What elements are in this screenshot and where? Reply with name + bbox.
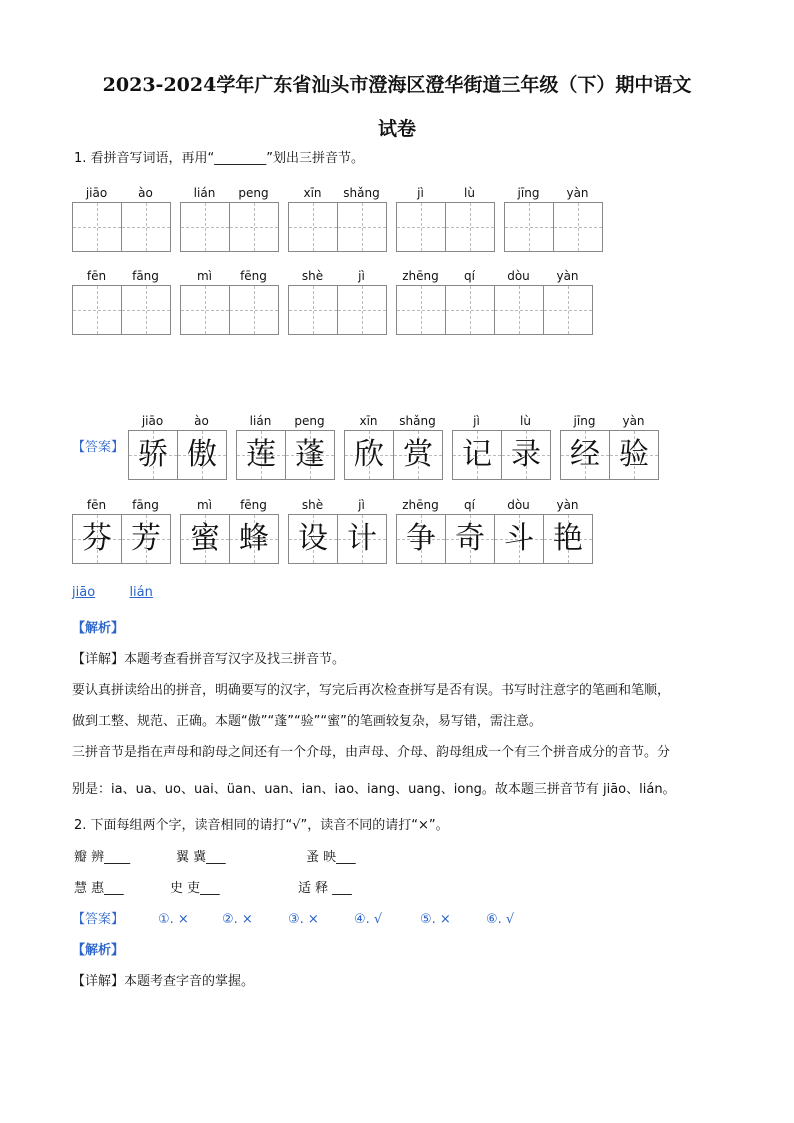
- pinyin-label: mì: [196, 498, 213, 512]
- writing-cell[interactable]: [230, 285, 279, 335]
- answer-char: 设: [298, 521, 328, 556]
- pinyin-label: lián: [193, 186, 216, 200]
- pinyin-label: fēn: [86, 269, 107, 283]
- pinyin-label: yàn: [556, 269, 579, 283]
- detail-text-q2: 本题考查字音的掌握。: [124, 974, 255, 989]
- writing-cell[interactable]: [288, 202, 338, 252]
- pinyin-label: lù: [520, 414, 531, 428]
- pinyin-label: shǎng: [399, 414, 436, 428]
- pinyin-label: peng: [238, 186, 269, 200]
- answer-char: 蜂: [239, 521, 269, 556]
- pinyin-label: qí: [464, 498, 475, 512]
- answer-char: 芬: [82, 521, 112, 556]
- q2-answer-5: ⑤. ×: [420, 912, 451, 927]
- pinyin-label: dòu: [507, 498, 530, 512]
- detail-q1: [72, 652, 345, 668]
- q2-pair-5: 史 吏___: [170, 881, 220, 896]
- pinyin-label: jīng: [517, 186, 540, 200]
- answer-char: 赏: [403, 437, 433, 472]
- answer-word-box: [288, 514, 387, 564]
- writing-cell[interactable]: [446, 285, 495, 335]
- writing-box: [288, 285, 387, 335]
- detail-label-q1: 【详解】: [72, 652, 125, 667]
- writing-box: [72, 202, 171, 252]
- pinyin-label: jiāo: [141, 414, 164, 428]
- analysis-label-q2: 【解析】: [72, 943, 125, 958]
- pinyin-label: fāng: [132, 498, 159, 512]
- detail-label-q2: 【详解】: [72, 974, 125, 989]
- answer-char: 斗: [504, 521, 534, 556]
- pinyin-label: shǎng: [343, 186, 380, 200]
- answer-char-cell: [502, 430, 551, 480]
- pinyin-label: jiāo: [85, 186, 108, 200]
- q1-prompt: 1. 看拼音写词语，再用“________”划出三拼音节。: [74, 151, 365, 166]
- answer-char-cell: [610, 430, 659, 480]
- answer-char-cell: [236, 430, 286, 480]
- pinyin-label: dòu: [507, 269, 530, 283]
- explanation-para2: 做到工整、规范、正确。本题“傲”“蓬”“验”“蜜”的笔画较复杂，易写错，需注意。: [72, 714, 542, 729]
- pinyin-label: ào: [138, 186, 153, 200]
- explanation-para4: 别是：ia、ua、uo、uai、üan、uan、ian、iao、iang、uang、iong。故本题三拼音节有 jiāo、lián。: [72, 782, 676, 797]
- answer-char-cell: [495, 514, 544, 564]
- writing-cell[interactable]: [338, 285, 387, 335]
- q2-pair-2: 翼 冀___: [176, 850, 226, 865]
- pinyin-label: fāng: [132, 269, 159, 283]
- pinyin-label: jì: [358, 269, 365, 283]
- answer-char: 莲: [246, 437, 276, 472]
- answer-char: 蜜: [190, 521, 220, 556]
- pinyin-label: yàn: [566, 186, 589, 200]
- answer-char-cell: [122, 514, 171, 564]
- answer-char-cell: [128, 430, 178, 480]
- answer-char: 验: [619, 437, 649, 472]
- answer-char-cell: [394, 430, 443, 480]
- answer-char-cell: [344, 430, 394, 480]
- pinyin-label: lián: [249, 414, 272, 428]
- answer-char-cell: [560, 430, 610, 480]
- writing-cell[interactable]: [230, 202, 279, 252]
- writing-cell[interactable]: [396, 285, 446, 335]
- page-title-line1: 2023-2024学年广东省汕头市澄海区澄华街道三年级（下）期中语文: [102, 74, 692, 96]
- answer-word-box: [72, 514, 171, 564]
- writing-cell[interactable]: [288, 285, 338, 335]
- pinyin-label: shè: [301, 269, 324, 283]
- answer-char: 争: [406, 521, 436, 556]
- q2-answer-4: ④. √: [354, 912, 383, 927]
- answer-label-q2: 【答案】: [72, 912, 125, 927]
- answer-char-cell: [396, 514, 446, 564]
- answer-char: 奇: [455, 521, 485, 556]
- pinyin-label: yàn: [556, 498, 579, 512]
- pinyin-label: fēng: [240, 269, 267, 283]
- writing-cell[interactable]: [180, 202, 230, 252]
- q2-pair-1: 瓣 辨____: [74, 850, 131, 865]
- writing-cell[interactable]: [122, 285, 171, 335]
- writing-cell[interactable]: [554, 202, 603, 252]
- pinyin-label: peng: [294, 414, 325, 428]
- writing-cell[interactable]: [72, 285, 122, 335]
- syllable-underlined-1: jiāo: [72, 585, 96, 600]
- analysis-label-q1: 【解析】: [72, 621, 125, 636]
- pinyin-label: zhēng: [402, 269, 439, 283]
- writing-box: [180, 202, 279, 252]
- pinyin-label: jì: [358, 498, 365, 512]
- writing-box: [72, 285, 171, 335]
- q2-prompt: 2. 下面每组两个字，读音相同的请打“√”，读音不同的请打“×”。: [74, 818, 449, 833]
- writing-box: [180, 285, 279, 335]
- pinyin-label: xīn: [303, 186, 322, 200]
- q2-pair-4: 慧 惠___: [74, 881, 124, 896]
- pinyin-label: mì: [196, 269, 213, 283]
- answer-char: 芳: [131, 521, 161, 556]
- answer-char-cell: [180, 514, 230, 564]
- three-syllable-answer: [72, 585, 153, 601]
- pinyin-label: jì: [417, 186, 424, 200]
- answer-word-box: [180, 514, 279, 564]
- answer-label-q1: 【答案】: [72, 440, 125, 455]
- answer-char: 欣: [354, 437, 384, 472]
- answer-char: 经: [570, 437, 600, 472]
- answer-char-cell: [288, 514, 338, 564]
- writing-cell[interactable]: [504, 202, 554, 252]
- writing-cell[interactable]: [495, 285, 544, 335]
- answer-char: 傲: [187, 437, 217, 472]
- pinyin-label: xīn: [359, 414, 378, 428]
- detail-text-q1: 本题考查看拼音写汉字及找三拼音节。: [124, 652, 346, 667]
- writing-box: [396, 202, 495, 252]
- answer-char: 蓬: [295, 437, 325, 472]
- answer-char-cell: [286, 430, 335, 480]
- answer-char-cell: [446, 514, 495, 564]
- writing-cell[interactable]: [72, 202, 122, 252]
- answer-char-cell: [452, 430, 502, 480]
- pinyin-label: shè: [301, 498, 324, 512]
- answer-char-cell: [338, 514, 387, 564]
- answer-char: 记: [462, 437, 492, 472]
- answer-word-box: [128, 430, 227, 480]
- pinyin-label: qí: [464, 269, 475, 283]
- q2-answer-2: ②. ×: [222, 912, 253, 927]
- answer-word-box: [396, 514, 593, 564]
- answer-char: 录: [511, 437, 541, 472]
- pinyin-label: fēng: [240, 498, 267, 512]
- pinyin-label: lù: [464, 186, 475, 200]
- q2-answer-1: ①. ×: [158, 912, 189, 927]
- pinyin-label: jì: [473, 414, 480, 428]
- answer-char-cell: [178, 430, 227, 480]
- answer-char: 艳: [553, 521, 583, 556]
- explanation-para1: 要认真拼读给出的拼音，明确要写的汉字，写完后再次检查拼写是否有误。书写时注意字的笔画和笔顺，: [72, 683, 671, 698]
- syllable-underlined-2: lián: [129, 585, 153, 600]
- q2-pair-3: 蚤 映___: [306, 850, 356, 865]
- pinyin-label: ào: [194, 414, 209, 428]
- pinyin-label: yàn: [622, 414, 645, 428]
- pinyin-label: zhēng: [402, 498, 439, 512]
- answer-word-box: [452, 430, 551, 480]
- answer-word-box: [236, 430, 335, 480]
- q2-answer-3: ③. ×: [288, 912, 319, 927]
- writing-box: [288, 202, 387, 252]
- answer-char-cell: [544, 514, 593, 564]
- writing-cell[interactable]: [446, 202, 495, 252]
- answer-char-cell: [72, 514, 122, 564]
- pinyin-label: fēn: [86, 498, 107, 512]
- answer-word-box: [560, 430, 659, 480]
- q2-pair-6: 适 释 ___: [298, 881, 352, 896]
- writing-box: [396, 285, 593, 335]
- writing-box: [504, 202, 603, 252]
- writing-cell[interactable]: [544, 285, 593, 335]
- writing-cell[interactable]: [180, 285, 230, 335]
- page-title-line2: 试卷: [377, 118, 416, 140]
- detail-q2: [72, 974, 254, 990]
- explanation-para3: 三拼音节是指在声母和韵母之间还有一个介母，由声母、介母、韵母组成一个有三个拼音成分的音节。分: [72, 745, 671, 760]
- q2-answer-6: ⑥. √: [486, 912, 515, 927]
- answer-char-cell: [230, 514, 279, 564]
- writing-cell[interactable]: [396, 202, 446, 252]
- writing-cell[interactable]: [122, 202, 171, 252]
- answer-char: 计: [347, 521, 377, 556]
- writing-cell[interactable]: [338, 202, 387, 252]
- answer-char: 骄: [138, 437, 168, 472]
- answer-word-box: [344, 430, 443, 480]
- pinyin-label: jīng: [573, 414, 596, 428]
